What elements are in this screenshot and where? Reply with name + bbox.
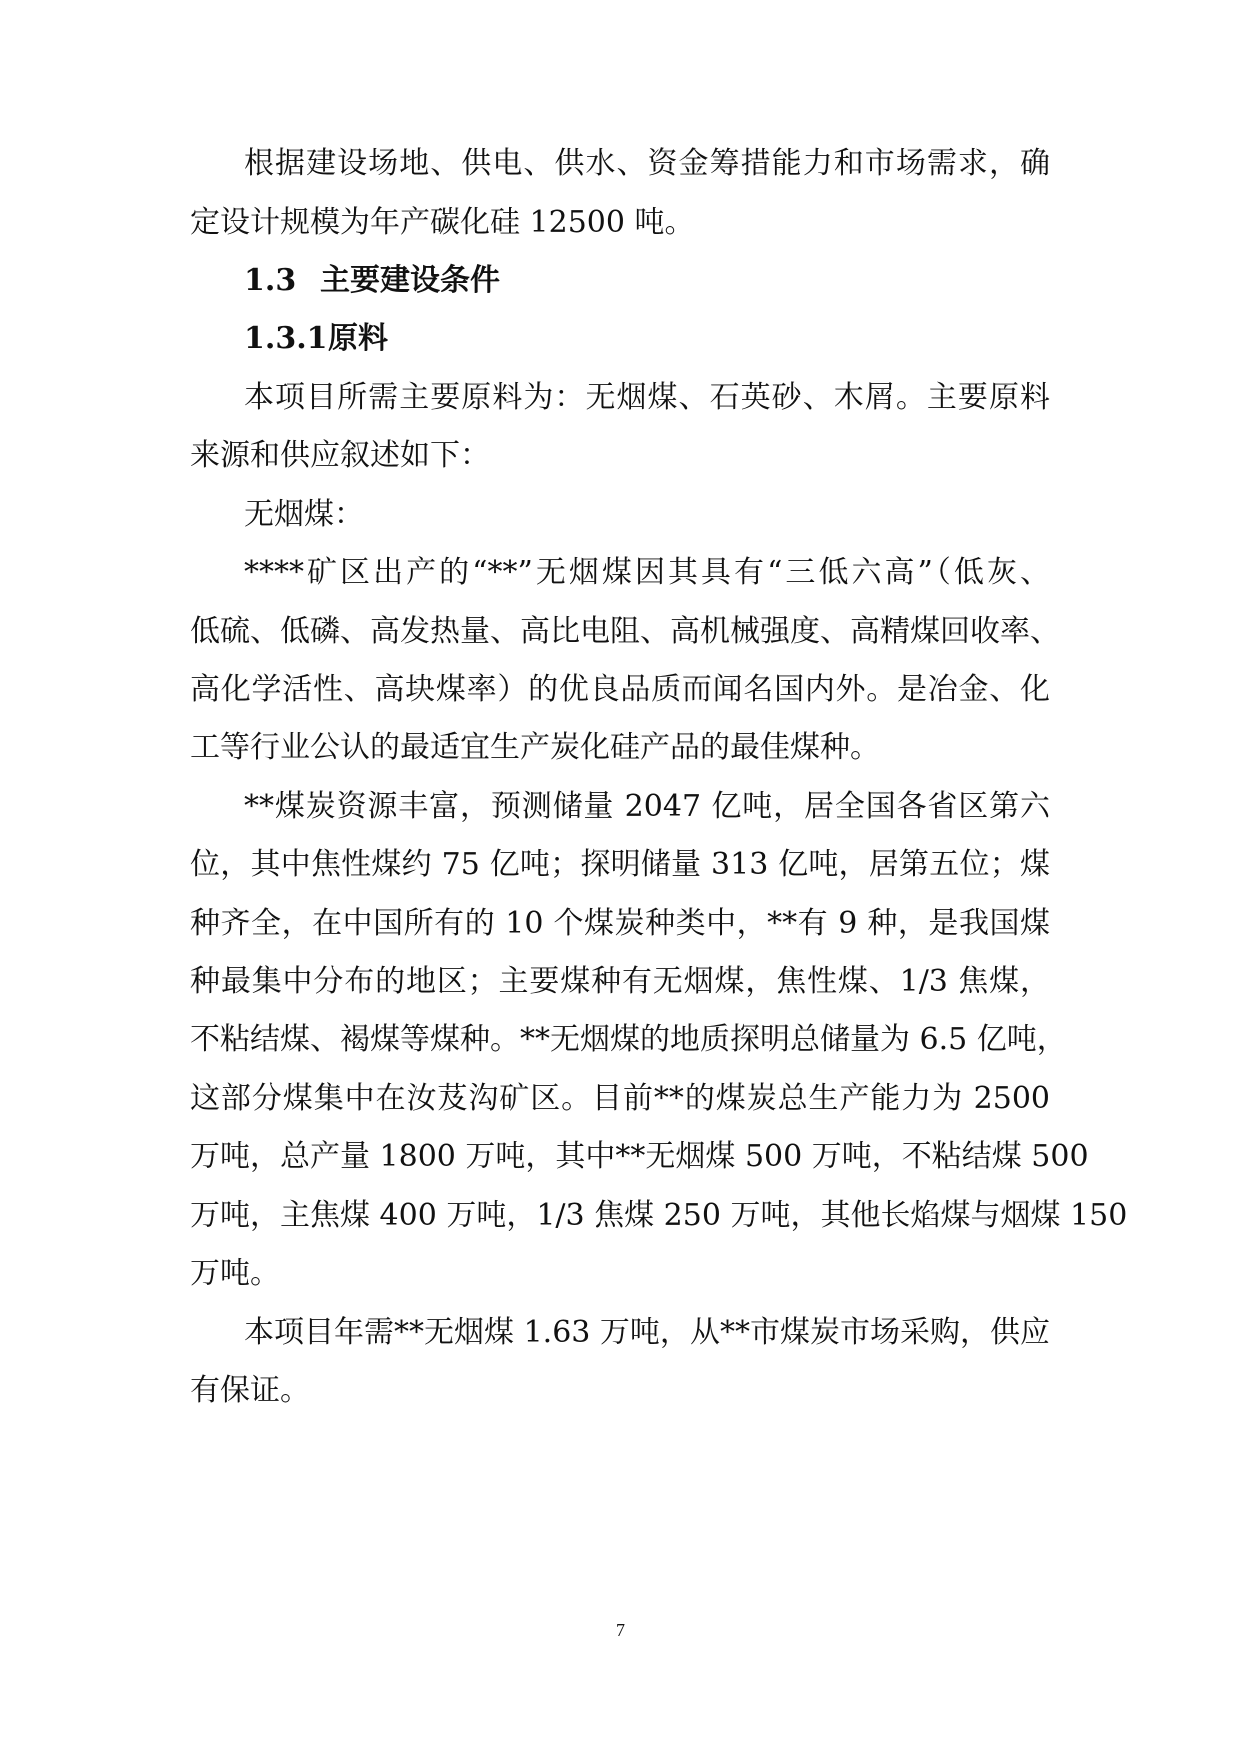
section-number: 1.3 [244, 263, 297, 298]
paragraph-line: 万吨。 [190, 1256, 280, 1291]
subsection-title: 原料 [328, 321, 388, 356]
paragraph-line: 万吨，主焦煤 400 万吨，1/3 焦煤 250 万吨，其他长焰煤与烟煤 150 [190, 1198, 1128, 1233]
paragraph-line: 这部分煤集中在汝芨沟矿区。目前**的煤炭总生产能力为 2500 [190, 1081, 1050, 1116]
subsection-number: 1.3.1 [244, 321, 328, 356]
paragraph-line: ****矿区出产的“**”无烟煤因其具有“三低六高”（低灰、 [244, 555, 1050, 590]
paragraph-line: 定设计规模为年产碳化硅 12500 吨。 [190, 205, 695, 240]
paragraph-line: 不粘结煤、褐煤等煤种。**无烟煤的地质探明总储量为 6.5 亿吨， [190, 1022, 1067, 1057]
paragraph-line: 工等行业公认的最适宜生产炭化硅产品的最佳煤种。 [190, 730, 880, 765]
paragraph-line: 位，其中焦性煤约 75 亿吨；探明储量 313 亿吨，居第五位；煤 [190, 847, 1050, 882]
paragraph-line: 本项目所需主要原料为：无烟煤、石英砂、木屑。主要原料 [244, 380, 1050, 415]
paragraph-line: 低硫、低磷、高发热量、高比电阻、高机械强度、高精煤回收率、 [190, 614, 1060, 649]
paragraph-line: 万吨，总产量 1800 万吨，其中**无烟煤 500 万吨，不粘结煤 500 [190, 1139, 1089, 1174]
paragraph-line: 无烟煤： [244, 497, 364, 532]
paragraph-line: 种最集中分布的地区；主要煤种有无烟煤，焦性煤、1/3 焦煤， [190, 964, 1050, 999]
paragraph-line: 根据建设场地、供电、供水、资金筹措能力和市场需求，确 [244, 146, 1050, 181]
paragraph-line: 高化学活性、高块煤率）的优良品质而闻名国内外。是冶金、化 [190, 672, 1050, 707]
paragraph-line: 种齐全，在中国所有的 10 个煤炭种类中，**有 9 种，是我国煤 [190, 906, 1050, 941]
section-heading [244, 263, 500, 299]
paragraph-line: 有保证。 [190, 1373, 310, 1408]
section-title: 主要建设条件 [320, 263, 500, 298]
page-number: 7 [616, 1620, 625, 1640]
paragraph-line: **煤炭资源丰富，预测储量 2047 亿吨，居全国各省区第六 [244, 789, 1050, 824]
paragraph-line: 来源和供应叙述如下： [190, 438, 490, 473]
paragraph-line: 本项目年需**无烟煤 1.63 万吨，从**市煤炭市场采购，供应 [244, 1315, 1050, 1350]
subsection-heading [244, 321, 388, 357]
